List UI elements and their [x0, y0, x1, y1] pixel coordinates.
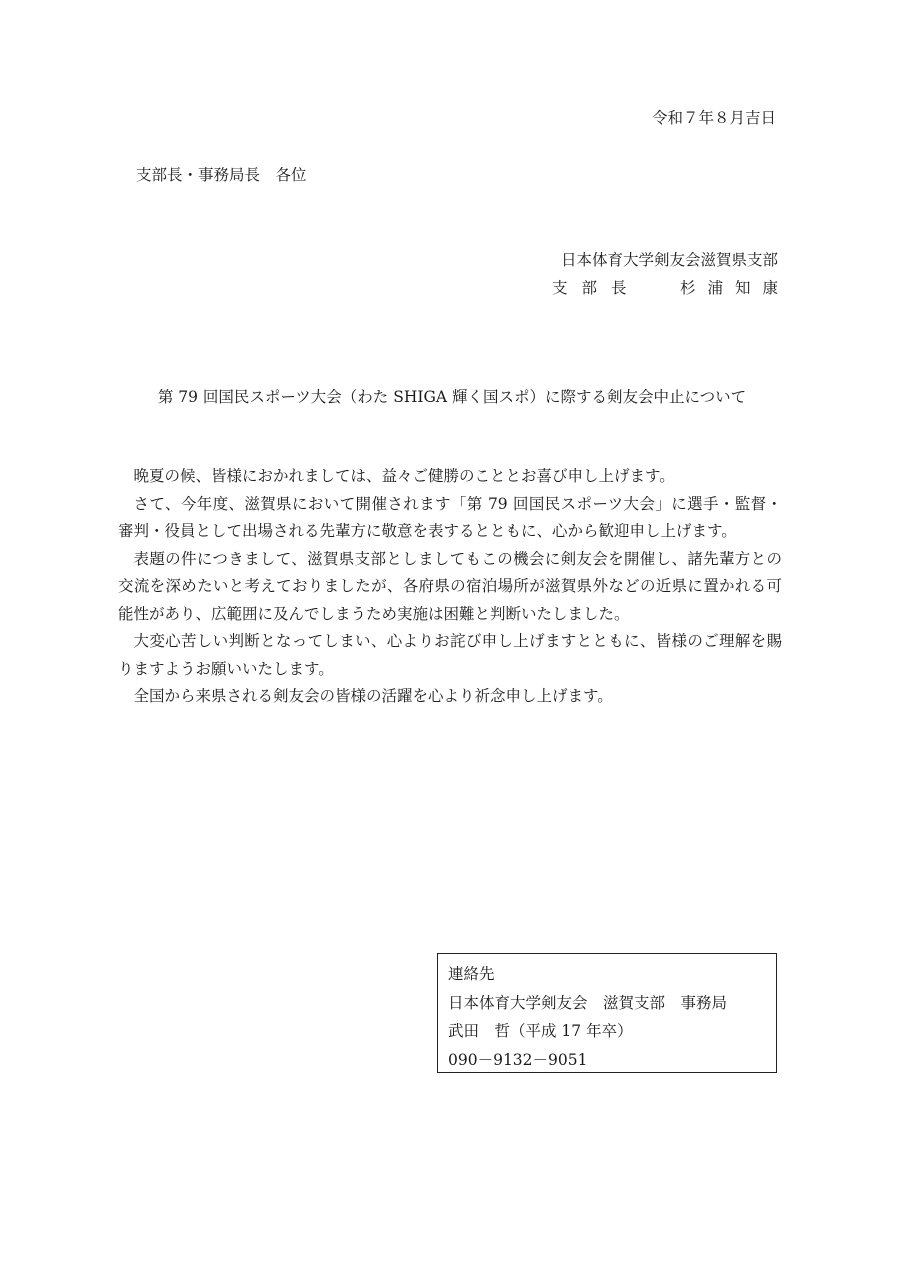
contact-organization: 日本体育大学剣友会 滋賀支部 事務局 — [448, 993, 728, 1012]
sender-block — [552, 246, 790, 302]
contact-heading: 連絡先 — [448, 965, 495, 983]
body-paragraph-cancellation: 表題の件につきまして、滋賀県支部としましてもこの機会に剣友会を開催し、諸先輩方との交流を深めたいと考えておりましたが、各府県の宿泊場所が滋賀県外などの近県に置かれる可能性があり、広範囲に及んでしまうため実施は困難と判断いたしました。 — [118, 549, 782, 623]
body-paragraph-apology: 大変心苦しい判断となってしまい、心よりお詫び申し上げますとともに、皆様のご理解を賜りますようお願いいたします。 — [118, 632, 782, 678]
sender-organization: 日本体育大学剣友会滋賀県支部 — [560, 251, 778, 269]
sender-name: 杉浦知康 — [679, 279, 790, 297]
document-subject: 第 79 回国民スポーツ大会（わた SHIGA 輝く国スポ）に際する剣友会中止について — [157, 388, 747, 406]
document-date: 令和７年８月吉日 — [651, 109, 776, 127]
document-body — [118, 463, 782, 711]
contact-person: 武田 哲（平成 17 年卒） — [448, 1022, 633, 1040]
body-paragraph-closing: 全国から来県される剣友会の皆様の活躍を心より祈念申し上げます。 — [133, 687, 613, 705]
body-paragraph-greeting: 晩夏の候、皆様におかれましては、益々ご健勝のこととお喜び申し上げます。 — [133, 467, 675, 485]
contact-phone: 090－9132－9051 — [448, 1050, 588, 1069]
contact-box — [437, 953, 777, 1073]
sender-role-line — [552, 274, 790, 302]
recipient-line: 支部長・事務局長 各位 — [136, 166, 307, 184]
sender-role: 支部長 — [552, 279, 641, 297]
body-paragraph-welcome: さて、今年度、滋賀県において開催されます「第 79 回国民スポーツ大会」に選手・監督・審判・役員として出場される先輩方に敬意を表するとともに、心から歓迎申し上げます。 — [118, 494, 782, 540]
